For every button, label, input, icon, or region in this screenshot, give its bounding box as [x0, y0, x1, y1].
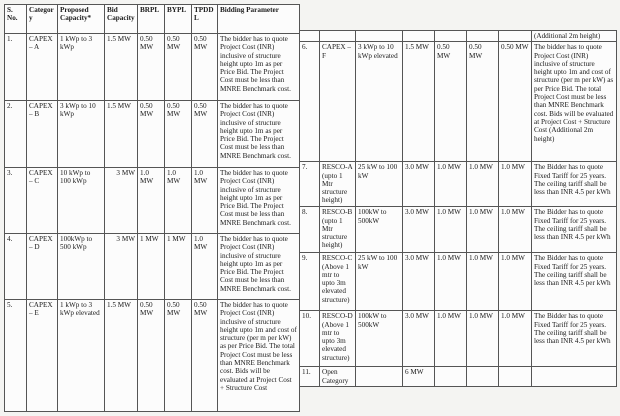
cell-bid: 1.5 MW — [105, 300, 138, 412]
cell-sno: 8. — [300, 207, 320, 253]
cell-brpl: 0.50 MW — [138, 101, 165, 168]
cell-param: The bidder has to quote Project Cost (INR) inclusive of structure height upto 1m as per Price Bid. The Project Cost must be less than MNRE Benchmark cost. — [218, 234, 300, 300]
table-row — [5, 34, 300, 101]
cell-bypl: 1.0 MW — [467, 311, 499, 367]
cell-proposed: 25 kW to 100 kW — [356, 162, 403, 207]
cell-tpddl: 0.50 MW — [192, 101, 218, 168]
cell-tpddl: 1.0 MW — [499, 162, 532, 207]
cell-sno: 10. — [300, 311, 320, 367]
cell-sno: 3. — [5, 168, 27, 234]
cell-sno: 2. — [5, 101, 27, 168]
cell-bid: 3.0 MW — [403, 253, 435, 311]
cell-param: The Bidder has to quote Fixed Tariff for 25 years. The ceiling tariff shall be less than INR 4.5 per kWh — [532, 311, 617, 367]
table-row — [300, 253, 617, 311]
cell-sno: 9. — [300, 253, 320, 311]
cell-tpddl: 0.50 MW — [499, 42, 532, 162]
cell-tpddl: 1.0 MW — [192, 168, 218, 234]
cell-sno: 11. — [300, 367, 320, 387]
cell-proposed: 100kWp to 500 kWp — [58, 234, 105, 300]
cell-proposed: 1 kWp to 3 kWp — [58, 34, 105, 101]
cell-bypl — [467, 367, 499, 387]
carry-over-row — [300, 31, 617, 42]
header-sno: S. No. — [5, 5, 27, 34]
cell-category: RESCO-D (Above 1 mtr to upto 3m elevated structure) — [320, 311, 356, 367]
header-tpddl: TPDDL — [192, 5, 218, 34]
cell-tpddl: 1.0 MW — [499, 253, 532, 311]
table-row — [5, 300, 300, 412]
header-row — [5, 5, 300, 34]
cell-category: Open Category — [320, 367, 356, 387]
cell-proposed: 100kW to 500kW — [356, 207, 403, 253]
cell-tpddl: 0.50 MW — [192, 300, 218, 412]
cell-category: CAPEX – C — [27, 168, 58, 234]
cell-tpddl: 1.0 MW — [499, 311, 532, 367]
cell-bypl: 1 MW — [165, 234, 192, 300]
cell-brpl: 1 MW — [138, 234, 165, 300]
cell-bypl: 1.0 MW — [165, 168, 192, 234]
cell-category: CAPEX – E — [27, 300, 58, 412]
cell-category: RESCO-B (upto 1 Mtr structure height) — [320, 207, 356, 253]
header-brpl: BRPL — [138, 5, 165, 34]
cell-proposed: 3 kWp to 10 kWp — [58, 101, 105, 168]
cell-bid: 3.0 MW — [403, 207, 435, 253]
cell-bid: 1.5 MW — [105, 34, 138, 101]
cell-brpl: 1.0 MW — [435, 311, 467, 367]
cell-proposed: 1 kWp to 3 kWp elevated — [58, 300, 105, 412]
bid-table-right — [299, 30, 617, 387]
cell-bypl: 0.50 MW — [467, 42, 499, 162]
cell-bypl: 0.50 MW — [165, 34, 192, 101]
cell-category: CAPEX – B — [27, 101, 58, 168]
cell-proposed — [356, 367, 403, 387]
cell-param: The Bidder has to quote Fixed Tariff for 25 years. The ceiling tariff shall be less than INR 4.5 per kWh — [532, 207, 617, 253]
cell-brpl: 1.0 MW — [435, 253, 467, 311]
cell-param-carry-over: (Additional 2m height) — [532, 31, 617, 42]
cell-sno: 6. — [300, 42, 320, 162]
cell-brpl: 1.0 MW — [435, 207, 467, 253]
cell-param: The bidder has to quote Project Cost (INR) inclusive of structure height upto 1m as per Price Bid. The Project Cost must be less than MNRE Benchmark cost. — [218, 101, 300, 168]
cell-bypl: 0.50 MW — [165, 300, 192, 412]
table-row — [5, 101, 300, 168]
cell-param: The bidder has to quote Project Cost (INR) inclusive of structure height upto 1m as per Price Bid. The Project Cost must be less than MNRE Benchmark cost. — [218, 168, 300, 234]
cell-sno: 1. — [5, 34, 27, 101]
table-row — [300, 162, 617, 207]
cell-proposed: 25 kW to 100 kW — [356, 253, 403, 311]
cell-param: The bidder has to quote Project Cost (INR) inclusive of structure height upto 1m and cost of structure (per m per kW) as per Price Bid. The total Project Cost must be less than MNRE Benchmark cost. Bids will be evaluated at Project Cost + Structure Cost (Additional 2m height) — [532, 42, 617, 162]
cell-bid: 3.0 MW — [403, 311, 435, 367]
cell-tpddl: 1.0 MW — [499, 207, 532, 253]
cell-category: RESCO-A (upto 1 Mtr structure height) — [320, 162, 356, 207]
bid-table-left — [4, 4, 300, 412]
cell-category: CAPEX – D — [27, 234, 58, 300]
cell-proposed: 100kW to 500kW — [356, 311, 403, 367]
cell-brpl: 0.50 MW — [435, 42, 467, 162]
table-row — [300, 367, 617, 387]
cell-brpl — [435, 367, 467, 387]
cell-param — [532, 367, 617, 387]
cell-tpddl — [499, 367, 532, 387]
header-proposed-capacity: Proposed Capacity* — [58, 5, 105, 34]
table-row — [5, 234, 300, 300]
header-bidding-parameter: Bidding Parameter — [218, 5, 300, 34]
cell-proposed: 10 kWp to 100 kWp — [58, 168, 105, 234]
cell-bid: 1.5 MW — [403, 42, 435, 162]
cell-sno: 7. — [300, 162, 320, 207]
cell-bypl: 0.50 MW — [165, 101, 192, 168]
cell-bid: 3 MW — [105, 234, 138, 300]
cell-param: The bidder has to quote Project Cost (INR) inclusive of structure height upto 1m and cost of structure (per m per kW) as per Price Bid. The total Project Cost must be less than MNRE Benchmark cost. Bids will be evaluated at Project Cost + Structure Cost — [218, 300, 300, 412]
table-row — [300, 207, 617, 253]
cell-sno: 4. — [5, 234, 27, 300]
table-row — [300, 311, 617, 367]
cell-param: The Bidder has to quote Fixed Tariff for 25 years. The ceiling tariff shall be less than INR 4.5 per kWh — [532, 162, 617, 207]
cell-bid: 3.0 MW — [403, 162, 435, 207]
cell-bypl: 1.0 MW — [467, 253, 499, 311]
cell-bid: 3 MW — [105, 168, 138, 234]
header-category: Category — [27, 5, 58, 34]
cell-param: The bidder has to quote Project Cost (INR) inclusive of structure height upto 1m as per Price Bid. The Project Cost must be less than MNRE Benchmark cost. — [218, 34, 300, 101]
cell-bypl: 1.0 MW — [467, 162, 499, 207]
cell-proposed: 3 kWp to 10 kWp elevated — [356, 42, 403, 162]
header-bypl: BYPL — [165, 5, 192, 34]
cell-sno: 5. — [5, 300, 27, 412]
header-bid-capacity: Bid Capacity — [105, 5, 138, 34]
cell-tpddl: 0.50 MW — [192, 34, 218, 101]
cell-category: CAPEX – A — [27, 34, 58, 101]
cell-tpddl: 1.0 MW — [192, 234, 218, 300]
table-row — [300, 42, 617, 162]
cell-brpl: 1.0 MW — [435, 162, 467, 207]
cell-brpl: 0.50 MW — [138, 34, 165, 101]
cell-param: The Bidder has to quote Fixed Tariff for 25 years. The ceiling tariff shall be less than INR 4.5 per kWh — [532, 253, 617, 311]
cell-bid: 6 MW — [403, 367, 435, 387]
table-row — [5, 168, 300, 234]
cell-category: CAPEX – F — [320, 42, 356, 162]
cell-brpl: 1.0 MW — [138, 168, 165, 234]
cell-brpl: 0.50 MW — [138, 300, 165, 412]
cell-category: RESCO-C (Above 1 mtr to upto 3m elevated structure) — [320, 253, 356, 311]
cell-bypl: 1.0 MW — [467, 207, 499, 253]
cell-bid: 1.5 MW — [105, 101, 138, 168]
